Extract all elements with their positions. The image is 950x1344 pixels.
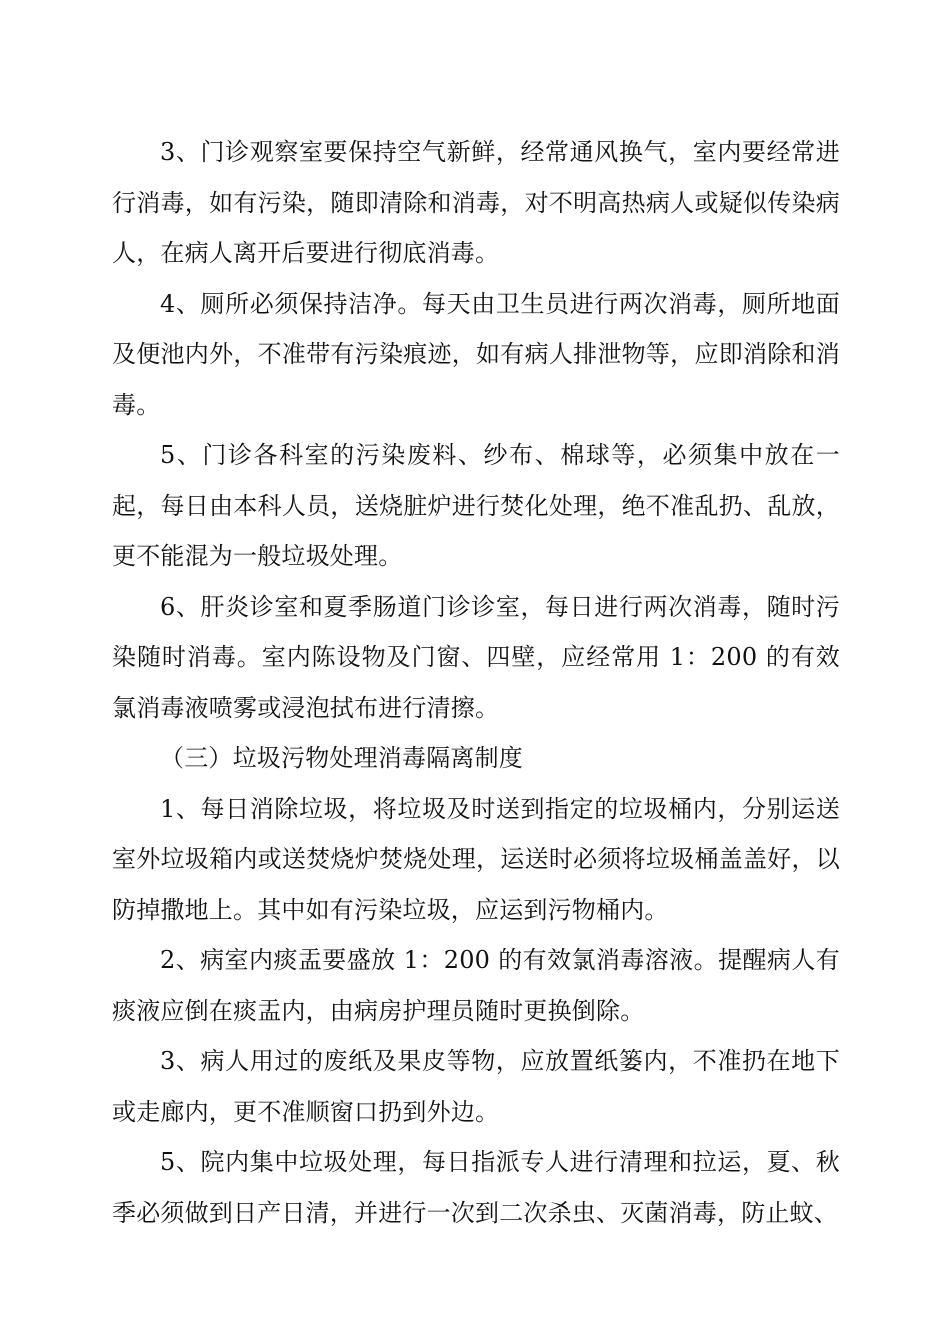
document-body <box>112 127 840 1238</box>
paragraph-clinic-waste: 5、门诊各科室的污染废料、纱布、棉球等，必须集中放在一起，每日由本科人员，送烧脏炉进行焚化处理，绝不准乱扔、乱放，更不能混为一般垃圾处理。 <box>112 441 840 570</box>
section-heading: （三）垃圾污物处理消毒隔离制度 <box>160 744 523 772</box>
paragraph-waste-paper: 3、病人用过的废纸及果皮等物，应放置纸篓内，不准扔在地下或走廊内，更不准顺窗口扔到外边。 <box>112 1047 840 1126</box>
paragraph-spittoon: 2、病室内痰盂要盛放 1：200 的有效氯消毒溶液。提醒病人有痰液应倒在痰盂内，由病房护理员随时更换倒除。 <box>112 946 840 1025</box>
paragraph-toilet: 4、厕所必须保持洁净。每天由卫生员进行两次消毒，厕所地面及便池内外，不准带有污染痕迹，如有病人排泄物等，应即消除和消毒。 <box>112 289 840 419</box>
paragraph-central-garbage: 5、院内集中垃圾处理，每日指派专人进行清理和拉运，夏、秋季必须做到日产日清，并进行一次到二次杀虫、灭菌消毒，防止蚊、 <box>112 1148 840 1227</box>
paragraph-garbage-removal: 1、每日消除垃圾，将垃圾及时送到指定的垃圾桶内，分别运送室外垃圾箱内或送焚烧炉焚烧处理，运送时必须将垃圾桶盖盖好，以防掉撒地上。其中如有污染垃圾，应运到污物桶内。 <box>112 794 840 924</box>
paragraph-hepatitis-room: 6、肝炎诊室和夏季肠道门诊诊室，每日进行两次消毒，随时污染随时消毒。室内陈设物及门窗、四壁，应经常用 1：200 的有效氯消毒液喷雾或浸泡拭布进行清擦。 <box>112 592 840 722</box>
paragraph-observation-room: 3、门诊观察室要保持空气新鲜，经常通风换气，室内要经常进行消毒，如有污染，随即清除和消毒，对不明高热病人或疑似传染病人，在病人离开后要进行彻底消毒。 <box>112 138 840 267</box>
